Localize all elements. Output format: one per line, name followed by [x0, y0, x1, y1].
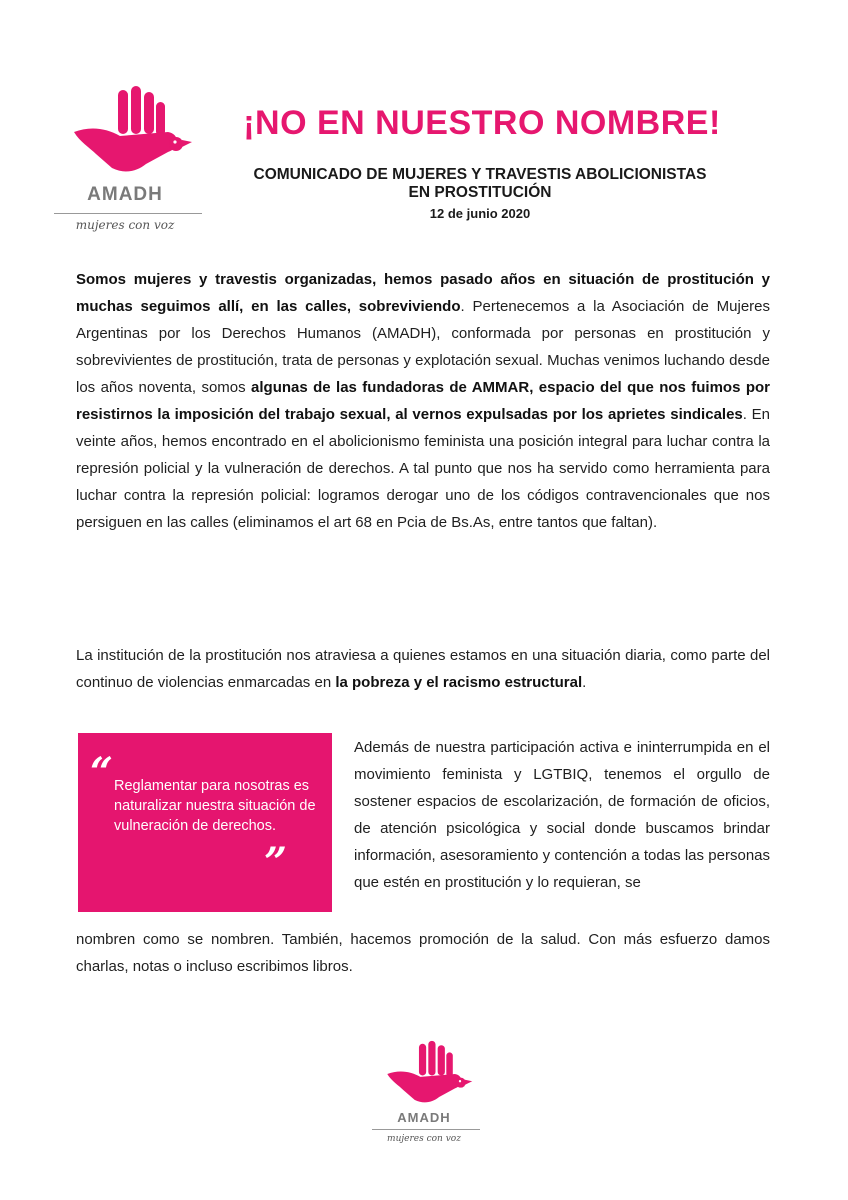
hand-dove-icon — [40, 82, 210, 182]
p1-bold-1: Somos mujeres y travestis organizadas, hemos pasado años en situación de prostitución y muchas seguimos allí, en las calles, sobreviviendo — [76, 271, 770, 315]
logo-rule — [372, 1129, 480, 1130]
hand-dove-icon — [362, 1038, 486, 1110]
amadh-logo-top — [40, 82, 210, 242]
p1-bold-2: algunas de las fundadoras de AMMAR, espacio del que nos fuimos por resistirnos la imposición del trabajo sexual, al vernos expulsadas por los aprietes sindicales — [76, 379, 770, 423]
p2-end: . — [582, 674, 587, 691]
close-quote-icon: ” — [264, 839, 288, 886]
paragraph-3-part-1: Además de nuestra participación activa e ininterrumpida en el movimiento feminista y LGTBIQ, tenemos el orgullo de sostener espacios de escolarización, de formación de oficios, de atención psicológica y social donde buscamos brindar información, asesoramiento y contención a todas las personas que estén en prostitución y lo requieran, se — [354, 739, 770, 891]
amadh-logo-bottom — [362, 1038, 486, 1150]
page-title: ¡NO EN NUESTRO NOMBRE! — [243, 104, 721, 142]
logo-tagline: mujeres con voz — [75, 218, 175, 232]
pull-quote-text: Reglamentar para nosotras es naturalizar nuestra situación de vulneración de derechos. — [114, 778, 316, 834]
pull-quote — [78, 733, 332, 912]
document-date: 12 de junio 2020 — [429, 206, 531, 221]
open-quote-icon: “ — [90, 749, 114, 796]
logo-brand: AMADH — [397, 1110, 451, 1125]
p1-text-2: . En veinte años, hemos encontrado en el abolicionismo feminista una posición integral para luchar contra la represión policial y la vulneración de derechos. A tal punto que nos ha servido como herramienta para luchar contra la represión policial: logramos derogar uno de los códigos contravencionales que nos persiguen en las calles (eliminamos el art 68 en Pcia de Bs.As, entre tantos que faltan). — [76, 406, 770, 531]
p2-text: La institución de la prostitución nos atraviesa a quienes estamos en una situación diaria, como parte del continuo de violencias enmarcadas en — [76, 647, 770, 691]
logo-brand: AMADH — [87, 184, 163, 205]
subtitle-line-1: COMUNICADO DE MUJERES Y TRAVESTIS ABOLICIONISTAS — [253, 166, 707, 183]
p2-bold: la pobreza y el racismo estructural — [335, 674, 583, 691]
logo-rule — [54, 213, 202, 214]
page-subtitle — [200, 166, 760, 202]
p1-text-1: . Pertenecemos a la Asociación de Mujeres Argentinas por los Derechos Humanos (AMADH), conformada por personas en prostitución y sobrevivientes de prostitución, trata de personas y explotación sexual. Muchas venimos luchando desde los años noventa, somos — [76, 298, 770, 396]
paragraph-2 — [76, 642, 770, 696]
subtitle-line-2: EN PROSTITUCIÓN — [408, 184, 552, 201]
paragraph-1 — [76, 266, 770, 536]
paragraph-3-part-2: nombren como se nombren. También, hacemos promoción de la salud. Con más esfuerzo damos charlas, notas o incluso escribimos libros. — [76, 931, 770, 975]
logo-tagline: mujeres con voz — [387, 1134, 461, 1144]
